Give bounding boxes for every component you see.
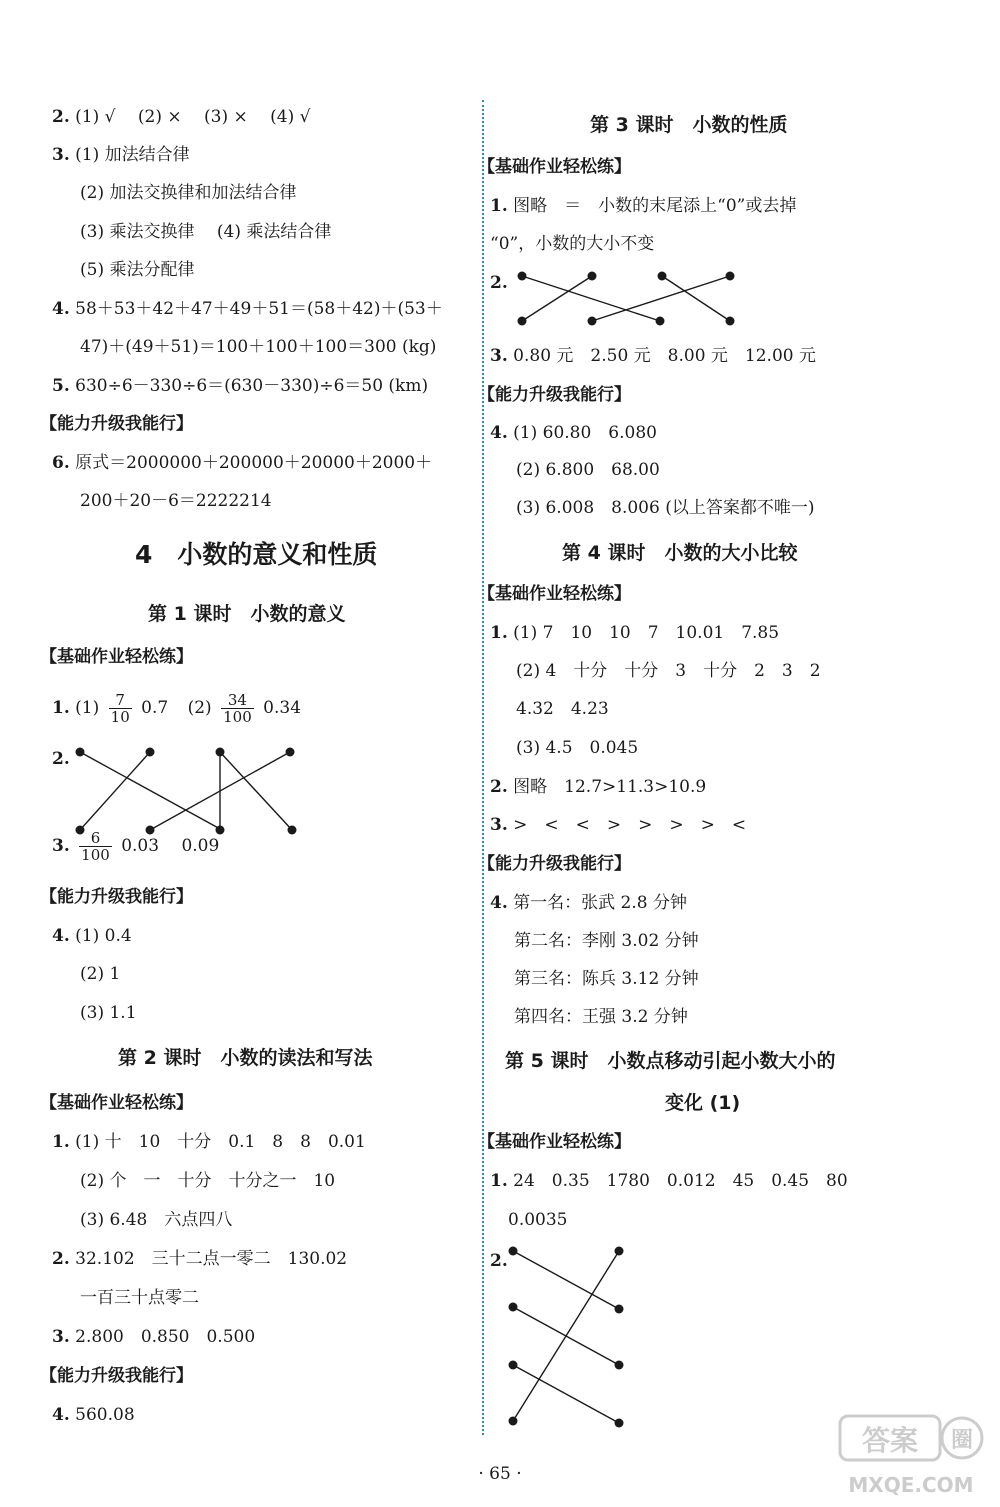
part-label: (1) bbox=[75, 698, 100, 718]
match-dot bbox=[286, 748, 295, 757]
lesson1-q4-line2: (2) 1 bbox=[80, 964, 121, 984]
denominator: 100 bbox=[223, 708, 252, 726]
q-number: 4. bbox=[52, 926, 70, 946]
q-number: 4. bbox=[490, 423, 508, 443]
decimal-value: 0.34 bbox=[263, 698, 302, 718]
answer-text: (1) 0.4 bbox=[75, 926, 132, 946]
matching-diagram-lesson1 bbox=[70, 740, 310, 840]
q-number: 2. bbox=[52, 1249, 70, 1269]
q3-line3: (3) 乘法交换律 (4) 乘法结合律 bbox=[80, 222, 332, 242]
section-basic: 【基础作业轻松练】 bbox=[478, 1132, 631, 1152]
q5-line1 bbox=[52, 375, 428, 397]
match-dot bbox=[615, 1305, 624, 1314]
answer-text: 32.102 三十二点一零二 130.02 bbox=[75, 1249, 348, 1269]
match-dot bbox=[615, 1419, 624, 1428]
q-number: 3. bbox=[52, 1327, 70, 1347]
lesson5-q1-line2: 0.0035 bbox=[508, 1210, 568, 1230]
match-line bbox=[662, 276, 730, 321]
answer-text: 原式＝2000000＋200000＋20000＋2000＋ bbox=[75, 453, 433, 473]
section-ability: 【能力升级我能行】 bbox=[478, 385, 631, 405]
match-dot bbox=[216, 748, 225, 757]
lesson4-q4-line2: 第二名：李刚 3.02 分钟 bbox=[514, 931, 699, 951]
lesson3-q4-line3: (3) 6.008 8.006 (以上答案都不唯一) bbox=[516, 498, 815, 518]
matching-diagram-lesson5 bbox=[505, 1245, 635, 1430]
lesson2-q2-line2: 一百三十点零二 bbox=[80, 1288, 199, 1308]
q-number: 4. bbox=[52, 299, 70, 319]
q6-line2: 200＋20－6＝2222214 bbox=[80, 491, 272, 511]
match-dot bbox=[615, 1247, 624, 1256]
decimal-value: 0.7 bbox=[141, 698, 169, 718]
matching-diagram-lesson3 bbox=[510, 266, 750, 332]
lesson1-q4-line3: (3) 1.1 bbox=[80, 1003, 137, 1023]
q4-line2: 47)＋(49＋51)＝100＋100＋100＝300 (kg) bbox=[80, 337, 437, 357]
lesson2-q4 bbox=[52, 1404, 135, 1426]
lesson4-q4-line4: 第四名：王强 3.2 分钟 bbox=[514, 1007, 688, 1027]
lesson4-q2 bbox=[490, 776, 706, 798]
match-line bbox=[513, 1365, 619, 1423]
column-divider bbox=[482, 100, 484, 1435]
fraction bbox=[221, 692, 254, 725]
q-number: 2. bbox=[52, 749, 70, 769]
answer-text: > < < > > > > < bbox=[513, 815, 747, 835]
match-dot bbox=[726, 272, 735, 281]
match-dot bbox=[146, 748, 155, 757]
lesson2-q3 bbox=[52, 1326, 255, 1348]
answer-text: 560.08 bbox=[75, 1405, 135, 1425]
q-number: 6. bbox=[52, 453, 70, 473]
q-number: 4. bbox=[490, 893, 508, 913]
answer-text: 58＋53＋42＋47＋49＋51＝(58＋42)＋(53＋ bbox=[75, 299, 443, 319]
numerator: 6 bbox=[90, 829, 101, 847]
match-dot bbox=[588, 317, 597, 326]
lesson1-q3 bbox=[52, 828, 219, 864]
lesson5-q1-line1 bbox=[490, 1170, 848, 1192]
match-line bbox=[513, 1251, 619, 1309]
part-label: (2) bbox=[187, 698, 212, 718]
match-dot bbox=[658, 272, 667, 281]
q-number: 2. bbox=[490, 273, 508, 293]
match-dot bbox=[509, 1247, 518, 1256]
match-dot bbox=[509, 1303, 518, 1312]
section-basic: 【基础作业轻松练】 bbox=[478, 584, 631, 604]
numerator: 7 bbox=[115, 691, 125, 709]
q-number: 3. bbox=[490, 815, 508, 835]
match-line bbox=[80, 752, 222, 830]
lesson4-q3 bbox=[490, 814, 746, 836]
lesson4-q1-line1 bbox=[490, 622, 779, 644]
lesson2-title: 第 2 课时 小数的读法和写法 bbox=[118, 1047, 373, 1069]
match-dot bbox=[656, 317, 665, 326]
lesson3-title: 第 3 课时 小数的性质 bbox=[590, 114, 788, 136]
match-dot bbox=[615, 1361, 624, 1370]
q-number: 3. bbox=[52, 836, 70, 856]
section-basic: 【基础作业轻松练】 bbox=[40, 1093, 193, 1113]
section-ability: 【能力升级我能行】 bbox=[40, 887, 193, 907]
match-line bbox=[80, 752, 150, 830]
q-number: 5. bbox=[52, 376, 70, 396]
svg-text:MXQE.COM: MXQE.COM bbox=[848, 1473, 974, 1497]
match-dot bbox=[509, 1361, 518, 1370]
answer-text: 第一名：张武 2.8 分钟 bbox=[513, 893, 687, 913]
q6-line1 bbox=[52, 452, 432, 474]
watermark-logo bbox=[836, 1412, 986, 1502]
match-dot bbox=[588, 272, 597, 281]
q3-line1 bbox=[52, 144, 190, 166]
q3-line2: (2) 加法交换律和加法结合律 bbox=[80, 183, 297, 203]
fraction bbox=[79, 830, 112, 863]
lesson1-title: 第 1 课时 小数的意义 bbox=[148, 603, 346, 625]
numerator: 34 bbox=[227, 691, 247, 709]
svg-text:答案: 答案 bbox=[861, 1424, 919, 1457]
lesson3-q3 bbox=[490, 345, 816, 367]
answer-text: (1) 60.80 6.080 bbox=[513, 423, 657, 443]
unit-title: 4 小数的意义和性质 bbox=[135, 540, 378, 569]
q-number: 3. bbox=[490, 346, 508, 366]
answer-text: (1) √ (2) × (3) × (4) √ bbox=[75, 107, 311, 127]
decimal-values: 0.03 0.09 bbox=[121, 836, 220, 856]
match-line bbox=[522, 276, 592, 321]
lesson3-q1-line2: “0”，小数的大小不变 bbox=[490, 234, 655, 254]
answer-text: 630÷6－330÷6＝(630－330)÷6＝50 (km) bbox=[75, 376, 429, 396]
answer-text: 24 0.35 1780 0.012 45 0.45 80 bbox=[513, 1171, 848, 1191]
lesson2-q1-line1 bbox=[52, 1131, 366, 1153]
match-dot bbox=[288, 826, 297, 835]
match-line bbox=[592, 276, 730, 321]
section-ability: 【能力升级我能行】 bbox=[40, 414, 193, 434]
q-number: 1. bbox=[490, 623, 508, 643]
answer-text: 2.800 0.850 0.500 bbox=[75, 1327, 256, 1347]
lesson4-q4-line1 bbox=[490, 892, 687, 914]
denominator: 10 bbox=[110, 708, 130, 726]
lesson5-title-line2: 变化 (1) bbox=[665, 1092, 741, 1114]
match-line bbox=[513, 1307, 619, 1365]
lesson1-q1 bbox=[52, 690, 301, 726]
lesson1-q4-line1 bbox=[52, 925, 132, 947]
lesson3-q4-line1 bbox=[490, 422, 657, 444]
answer-text: 图略 12.7>11.3>10.9 bbox=[513, 777, 707, 797]
lesson4-q1-line4: (3) 4.5 0.045 bbox=[516, 738, 639, 758]
match-dot bbox=[518, 317, 527, 326]
lesson4-q1-line2: (2) 4 十分 十分 3 十分 2 3 2 bbox=[516, 661, 821, 681]
denominator: 100 bbox=[81, 846, 110, 864]
page-number: · 65 · bbox=[478, 1464, 522, 1484]
q-number: 1. bbox=[490, 196, 508, 216]
q3-line4: (5) 乘法分配律 bbox=[80, 260, 195, 280]
q2-answers bbox=[52, 106, 310, 128]
q-number: 2. bbox=[490, 1251, 508, 1271]
q-number: 4. bbox=[52, 1405, 70, 1425]
lesson2-q1-line2: (2) 个 一 十分 十分之一 10 bbox=[80, 1171, 336, 1191]
q-number: 2. bbox=[52, 107, 70, 127]
match-line bbox=[522, 276, 660, 321]
q-number: 3. bbox=[52, 145, 70, 165]
match-dot bbox=[518, 272, 527, 281]
answer-text: (1) 7 10 10 7 10.01 7.85 bbox=[513, 623, 780, 643]
svg-text:圈: 圈 bbox=[950, 1428, 974, 1453]
lesson4-q4-line3: 第三名：陈兵 3.12 分钟 bbox=[514, 969, 699, 989]
answer-text: 图略 ＝ 小数的末尾添上“0”或去掉 bbox=[513, 196, 797, 216]
lesson2-q1-line3: (3) 6.48 六点四八 bbox=[80, 1210, 233, 1230]
section-ability: 【能力升级我能行】 bbox=[40, 1366, 193, 1386]
q-number: 2. bbox=[490, 777, 508, 797]
lesson3-q1-line1 bbox=[490, 195, 796, 217]
q-number: 1. bbox=[490, 1171, 508, 1191]
match-line bbox=[220, 752, 292, 830]
match-dot bbox=[726, 317, 735, 326]
answer-text: (1) 加法结合律 bbox=[75, 145, 190, 165]
lesson2-q2-line1 bbox=[52, 1248, 347, 1270]
section-basic: 【基础作业轻松练】 bbox=[478, 157, 631, 177]
lesson5-title-line1: 第 5 课时 小数点移动引起小数大小的 bbox=[505, 1050, 836, 1072]
answer-text: 0.80 元 2.50 元 8.00 元 12.00 元 bbox=[513, 346, 816, 366]
match-dot bbox=[509, 1417, 518, 1426]
section-basic: 【基础作业轻松练】 bbox=[40, 647, 193, 667]
q4-line1 bbox=[52, 298, 443, 320]
lesson3-q4-line2: (2) 6.800 68.00 bbox=[516, 460, 660, 480]
match-dot bbox=[76, 748, 85, 757]
lesson4-q1-line3: 4.32 4.23 bbox=[516, 699, 609, 719]
q-number: 1. bbox=[52, 1132, 70, 1152]
section-ability: 【能力升级我能行】 bbox=[478, 854, 631, 874]
answer-text: (1) 十 10 十分 0.1 8 8 0.01 bbox=[75, 1132, 366, 1152]
fraction bbox=[109, 692, 132, 725]
lesson4-title: 第 4 课时 小数的大小比较 bbox=[562, 542, 798, 564]
q-number: 1. bbox=[52, 698, 70, 718]
